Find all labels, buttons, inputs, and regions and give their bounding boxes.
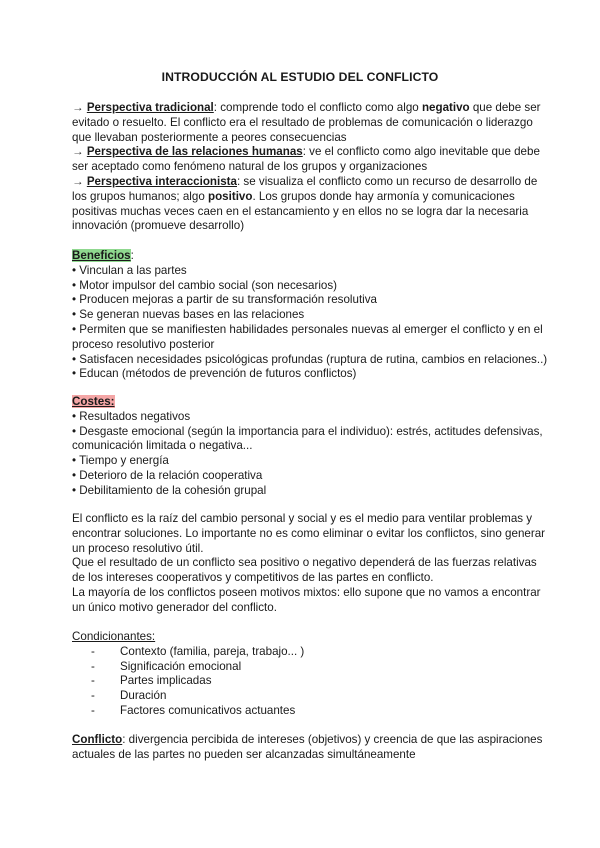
- list-item-text: Factores comunicativos actuantes: [120, 703, 296, 717]
- list-item: • Satisfacen necesidades psicológicas profundas (ruptura de rutina, cambios en relaciones..): [72, 352, 548, 366]
- page-title: INTRODUCCIÓN AL ESTUDIO DEL CONFLICTO: [161, 70, 439, 84]
- paragraph-line: El conflicto es la raíz del cambio personal y social y es el medio para ventilar problemas y: [72, 512, 533, 525]
- list-item: • Vinculan a las partes: [72, 263, 187, 277]
- arrow-icon: →: [72, 101, 84, 114]
- list-item: [91, 689, 532, 704]
- perspectiva-text-line: que llevaban posteriormente a peores consecuencias: [72, 130, 347, 144]
- list-item-text: Duración: [120, 689, 167, 703]
- dash-bullet: -: [91, 659, 95, 673]
- paragraph-line: un único motivo generador del conflicto.: [72, 600, 277, 614]
- arrow-icon: →: [72, 145, 84, 159]
- perspectiva-text: : ve el conflicto como algo inevitable que debe: [302, 145, 540, 159]
- dash-bullet: -: [91, 644, 95, 658]
- perspectiva-label: Perspectiva interaccionista: [86, 174, 237, 188]
- perspectiva-text-line: evitado o resuelto. El conflicto era el resultado de problemas de comunicación o liderazgo: [72, 115, 533, 129]
- list-item: • Debilitamiento de la cohesión grupal: [72, 483, 267, 497]
- bold-word: positivo: [208, 189, 253, 203]
- dash-bullet: -: [91, 703, 95, 717]
- costes-section: [72, 395, 543, 499]
- beneficios-heading: Beneficios: [72, 249, 131, 262]
- costes-heading: Costes:: [72, 395, 115, 408]
- paragraph-line: de los intereses cooperativos y competitivos de las partes en conflicto.: [72, 571, 434, 585]
- definition-line: [72, 733, 543, 748]
- perspectiva-interaccionista-line: [72, 174, 538, 190]
- perspectiva-relaciones-line: [72, 145, 540, 160]
- arrow-icon: →: [72, 174, 84, 188]
- list-item: comunicación limitada o negativa...: [72, 439, 253, 453]
- list-item: • Resultados negativos: [72, 409, 191, 423]
- dash-bullet: -: [91, 689, 95, 703]
- perspectivas-section: [72, 101, 541, 234]
- list-item-text: Partes implicadas: [120, 674, 212, 688]
- condicionantes-heading: Condicionantes:: [72, 630, 156, 643]
- condicionantes-heading-line: [72, 630, 532, 645]
- perspectiva-label: Perspectiva tradicional: [86, 101, 214, 114]
- list-item: • Educan (métodos de prevención de futuros conflictos): [72, 367, 357, 381]
- perspectiva-text-line: ser aceptado como fenómeno natural de los grupos y organizaciones: [72, 160, 428, 174]
- perspectiva-text-line: [72, 190, 532, 205]
- perspectiva-text: . Los grupos donde hay armonía y comunicaciones: [252, 189, 515, 203]
- list-item: • Se generan nuevas bases en las relaciones: [72, 308, 305, 322]
- perspectiva-text: : comprende todo el conflicto como algo: [213, 101, 422, 114]
- list-item: • Motor impulsor del cambio social (son necesarios): [72, 278, 338, 292]
- list-item: • Tiempo y energía: [72, 454, 169, 468]
- perspectiva-label: Perspectiva de las relaciones humanas: [86, 145, 303, 159]
- beneficios-section: [72, 249, 548, 382]
- list-item: [91, 660, 532, 675]
- conflicto-definition: [72, 733, 543, 763]
- perspectiva-text: que debe ser: [469, 101, 541, 114]
- definition-line: actuales de las partes no pueden ser alcanzadas simultáneamente: [72, 747, 416, 761]
- list-item: • Desgaste emocional (según la importancia para el individuo): estrés, actitudes defensivas,: [72, 424, 543, 438]
- list-item: • Permiten que se manifiesten habilidades personales nuevas al emerger el conflicto y en el: [72, 322, 543, 336]
- perspectiva-text-line: innovación (promueve desarrollo): [72, 219, 245, 233]
- condicionantes-section: [72, 630, 532, 719]
- bold-word: negativo: [421, 101, 470, 114]
- beneficios-heading-line: [72, 249, 532, 264]
- list-item: [91, 645, 532, 660]
- list-item: [91, 674, 532, 689]
- paragraph-line: La mayoría de los conflictos poseen motivos mixtos: ello supone que no vamos a encontrar: [72, 585, 541, 599]
- paragraph-line: Que el resultado de un conflicto sea positivo o negativo dependerá de las fuerzas relativas: [72, 556, 537, 570]
- list-item-text: Significación emocional: [120, 659, 242, 673]
- list-item: [91, 704, 532, 719]
- list-item: • Producen mejoras a partir de su transformación resolutiva: [72, 293, 377, 307]
- paragraph-line: un proceso resolutivo útil.: [72, 541, 204, 555]
- heading-colon: :: [130, 249, 134, 262]
- dash-bullet: -: [91, 674, 95, 688]
- perspectiva-tradicional-line: [72, 101, 541, 116]
- costes-heading-line: [72, 395, 532, 410]
- conflicto-label: Conflicto: [72, 733, 123, 746]
- paragraph-line: encontrar soluciones. Lo importante no es como eliminar o evitar los conflictos, sino generar: [72, 526, 546, 540]
- perspectiva-text: los grupos humanos; algo: [72, 189, 208, 203]
- list-item: • Deterioro de la relación cooperativa: [72, 468, 263, 482]
- perspectiva-text: : se visualiza el conflicto como un recurso de desarrollo de: [236, 174, 538, 188]
- list-item: proceso resolutivo posterior: [72, 337, 215, 351]
- condicionantes-list: [91, 645, 532, 719]
- definition-text: : divergencia percibida de intereses (objetivos) y creencia de que las aspiraciones: [122, 733, 543, 746]
- perspectiva-text-line: positivas muchas veces caen en el estancamiento y en ellos no se logra dar la necesaria: [72, 204, 529, 218]
- list-item-text: Contexto (familia, pareja, trabajo... ): [120, 644, 305, 658]
- conflicto-paragraph: [72, 512, 546, 616]
